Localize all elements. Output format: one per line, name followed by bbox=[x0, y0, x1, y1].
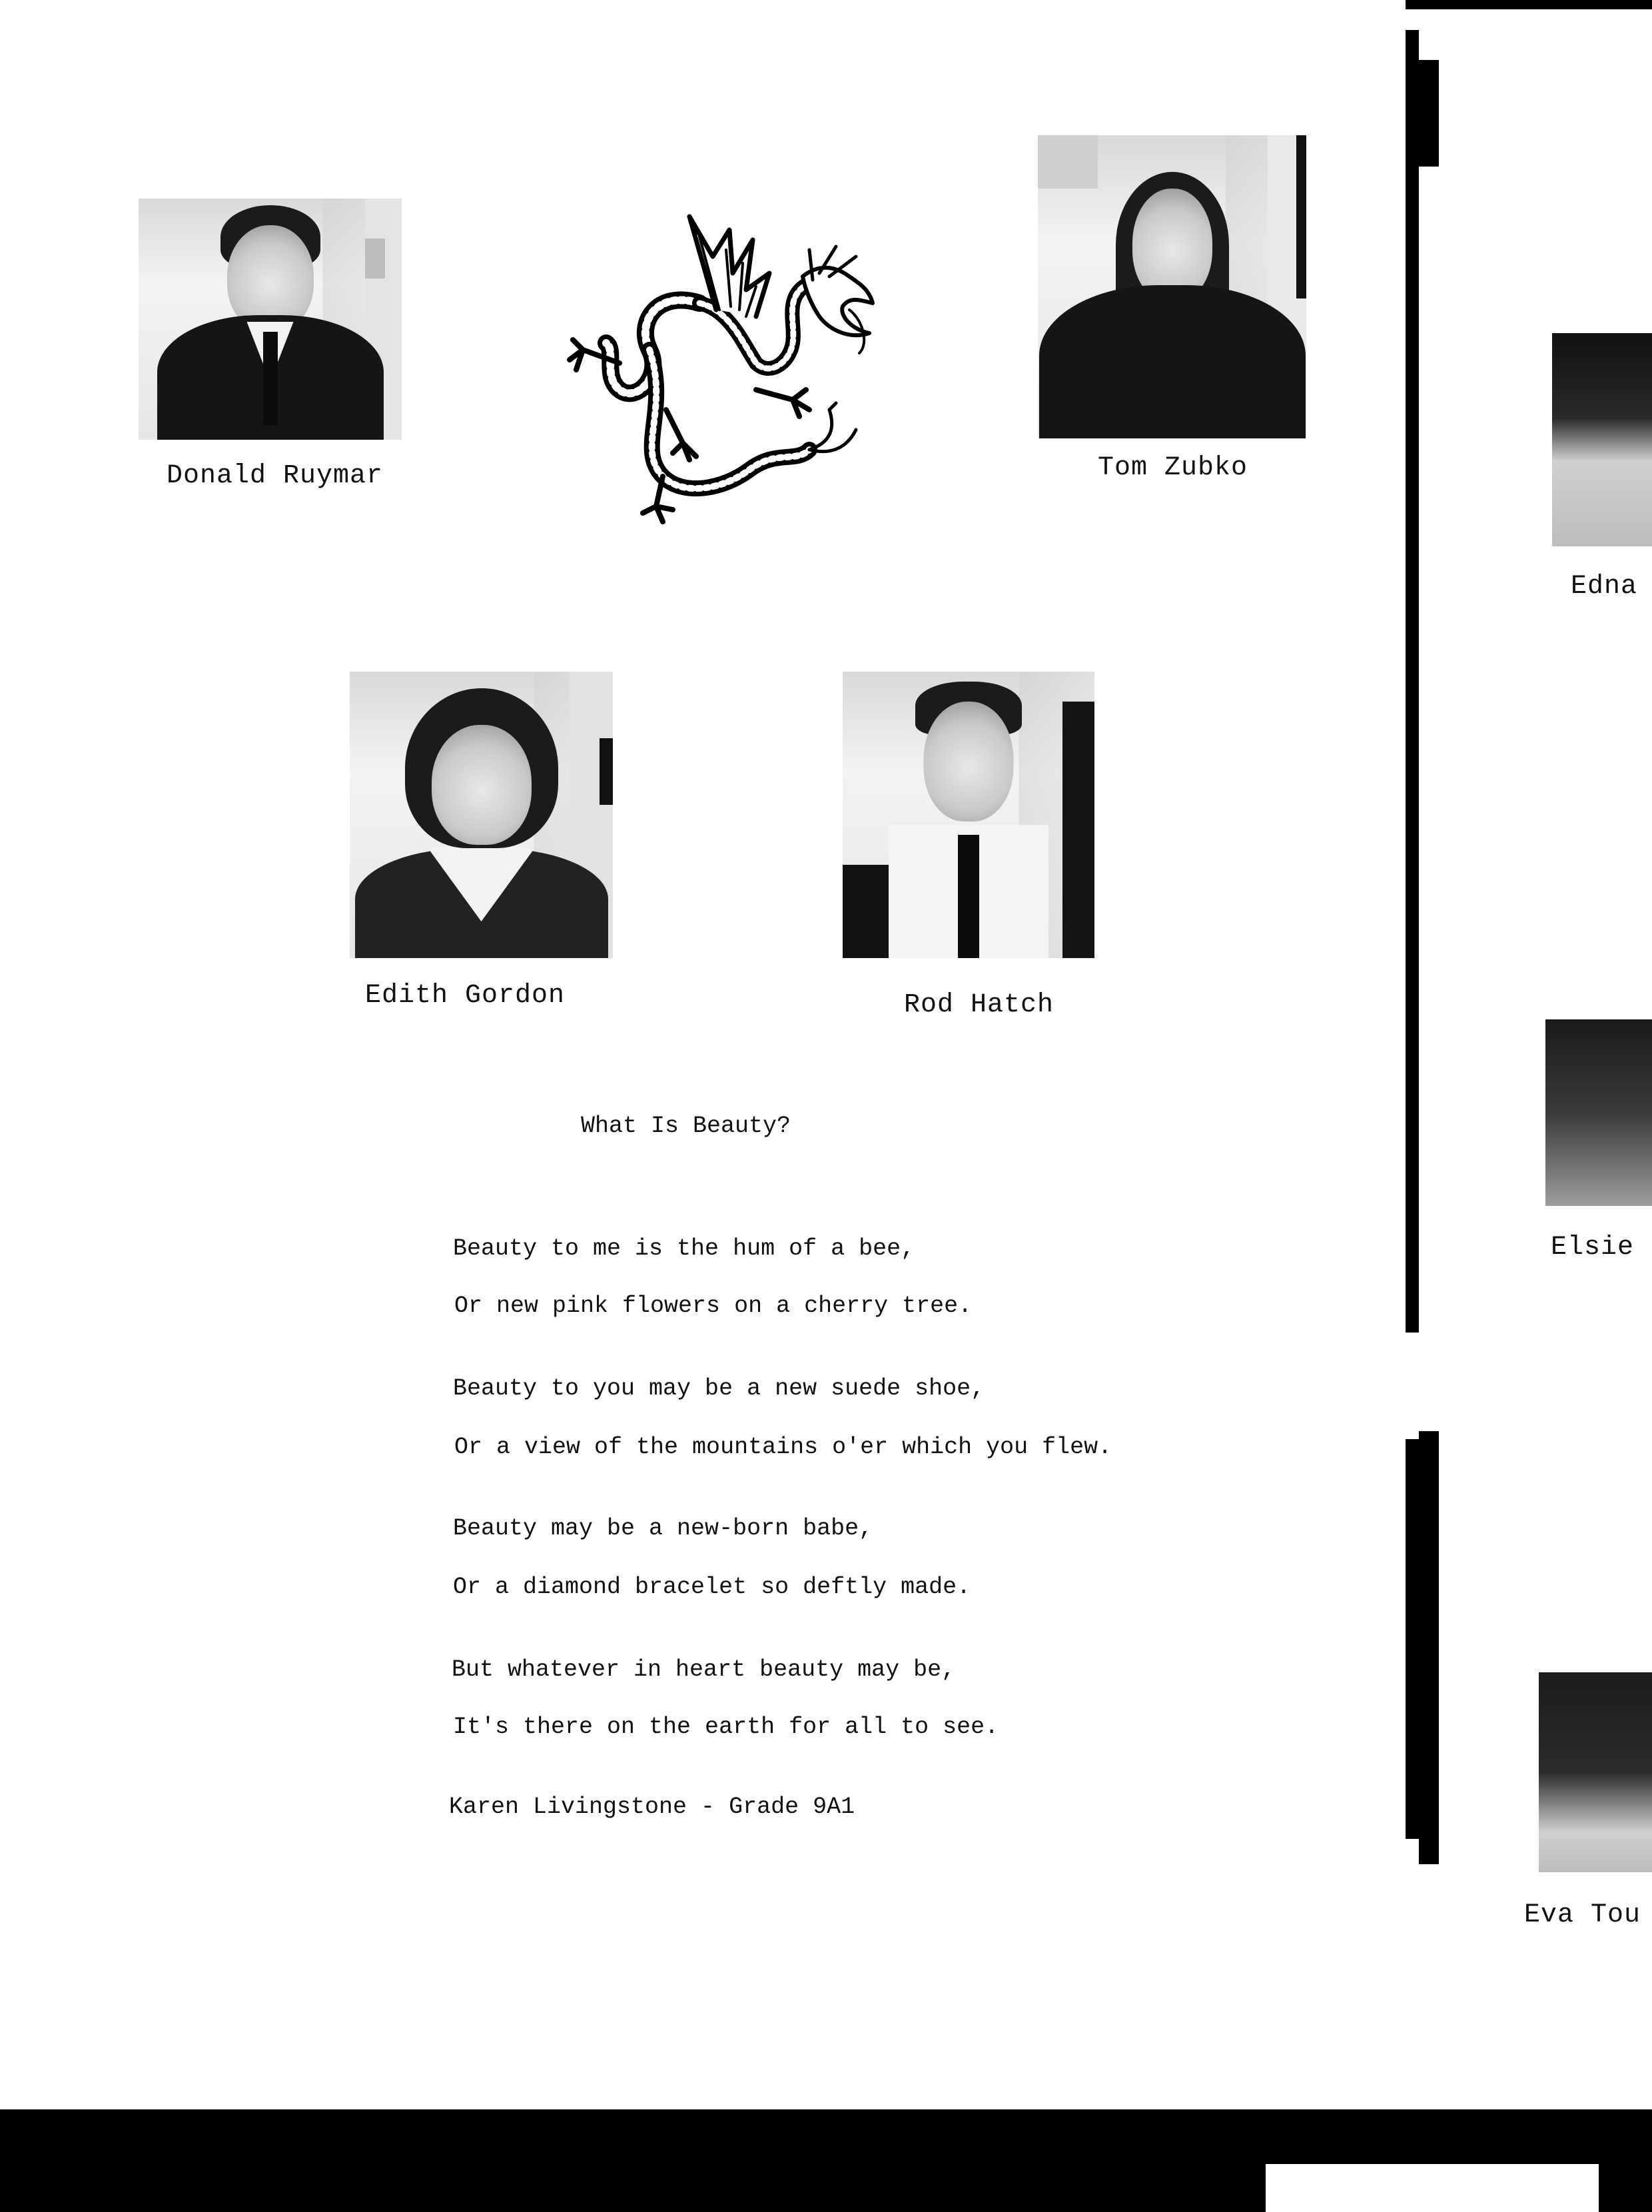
adjacent-photo-elsie bbox=[1545, 1019, 1652, 1206]
adjacent-caption-eva: Eva Tou bbox=[1524, 1900, 1641, 1930]
photo-rod-hatch bbox=[843, 672, 1094, 958]
photo-edith-gordon bbox=[350, 672, 613, 958]
poem-line: Beauty to me is the hum of a bee, bbox=[453, 1235, 915, 1262]
poem-line: Beauty may be a new-born babe, bbox=[453, 1515, 873, 1542]
caption-edith-gordon: Edith Gordon bbox=[365, 981, 566, 1011]
scan-edge-spine bbox=[1419, 1431, 1439, 1864]
poem-line: But whatever in heart beauty may be, bbox=[452, 1656, 956, 1683]
caption-rod-hatch: Rod Hatch bbox=[904, 990, 1054, 1020]
poem-title: What Is Beauty? bbox=[581, 1113, 791, 1139]
photo-donald-ruymar bbox=[139, 199, 402, 440]
adjacent-photo-edna bbox=[1552, 333, 1652, 546]
dragon-icon bbox=[556, 210, 876, 530]
scan-edge-spine bbox=[1406, 30, 1419, 1333]
scan-edge-spine bbox=[1419, 60, 1439, 167]
photo-tom-zubko bbox=[1038, 135, 1306, 438]
poem-line: Or new pink flowers on a cherry tree. bbox=[454, 1293, 973, 1319]
poem-author: Karen Livingstone - Grade 9A1 bbox=[449, 1794, 855, 1820]
scan-edge-bottom-gap bbox=[1266, 2164, 1599, 2212]
adjacent-photo-eva bbox=[1539, 1672, 1652, 1872]
scan-edge-top bbox=[1406, 0, 1652, 9]
adjacent-caption-elsie: Elsie bbox=[1551, 1233, 1635, 1263]
poem-line: Beauty to you may be a new suede shoe, bbox=[453, 1375, 985, 1402]
poem-line: Or a diamond bracelet so deftly made. bbox=[453, 1574, 971, 1600]
poem-line: Or a view of the mountains o'er which you flew. bbox=[454, 1434, 1112, 1460]
adjacent-caption-edna: Edna bbox=[1571, 572, 1638, 602]
scan-edge-spine bbox=[1406, 1439, 1420, 1839]
caption-donald-ruymar: Donald Ruymar bbox=[167, 461, 384, 491]
poem-line: It's there on the earth for all to see. bbox=[453, 1714, 999, 1740]
caption-tom-zubko: Tom Zubko bbox=[1098, 453, 1248, 483]
